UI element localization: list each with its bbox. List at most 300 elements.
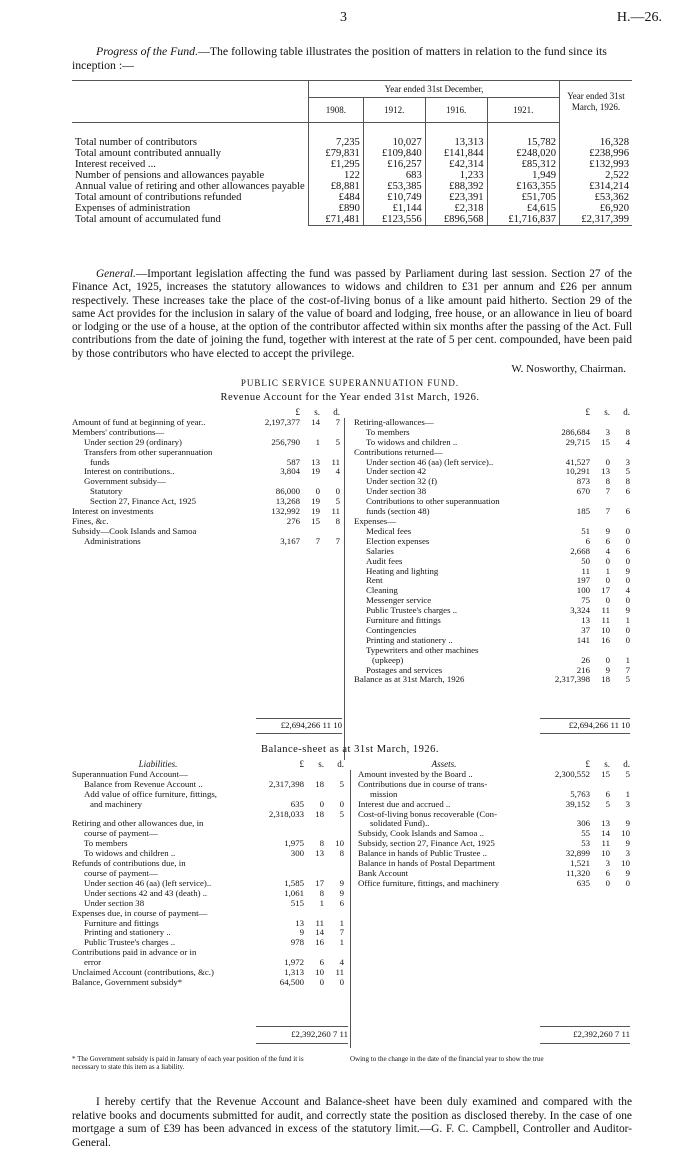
revenue-right-total: £2,694,266 11 10: [568, 720, 630, 730]
progress-cell: £2,318: [425, 203, 487, 214]
revenue-payment-row-amount: 8: [625, 426, 630, 437]
revenue-left-total: £2,694,266 11 10: [280, 720, 342, 730]
progress-cell: £8,881: [309, 181, 364, 192]
liability-row: [72, 849, 344, 859]
revenue-receipt-row-amount: 15: [311, 515, 320, 526]
revenue-receipt-row-amount: 5: [335, 436, 340, 447]
progress-cell: 16,328: [560, 137, 633, 148]
revenue-receipt-row-amount: 587: [286, 456, 300, 467]
liability-row-amount: 1: [319, 897, 324, 908]
asset-row-label: Bank Account: [358, 868, 409, 878]
liability-row-label: and machinery: [90, 799, 143, 809]
revenue-payment-row-amount: 17: [601, 585, 610, 596]
revenue-payment-row-label: To widows and children ..: [366, 437, 458, 447]
liability-row-amount: 1,585: [284, 877, 304, 888]
money-header: £ s. d.: [585, 407, 630, 417]
year-header: 1912.: [363, 98, 425, 123]
revenue-receipt-row: [72, 418, 340, 428]
progress-cell: £163,355: [487, 181, 559, 192]
liability-row: [72, 810, 344, 820]
asset-row-label: Subsidy, Cook Islands and Samoa ..: [358, 829, 485, 839]
document-reference: H.—26.: [616, 10, 662, 25]
revenue-payment-row-label: Medical fees: [366, 526, 412, 536]
revenue-payment-row-amount: 216: [576, 664, 590, 675]
revenue-payment-row-amount: 1: [605, 565, 610, 576]
asset-row-amount: 10: [621, 828, 630, 839]
revenue-payment-row-amount: 9: [625, 565, 630, 576]
revenue-payment-row-label: Public Trustee's charges ..: [366, 606, 458, 616]
liability-row-label: Contributions paid in advance or in: [72, 948, 197, 958]
revenue-payment-row: [354, 487, 630, 497]
liabilities-header-row: Liabilities. £ s. d.: [72, 760, 344, 770]
progress-cell: £248,020: [487, 148, 559, 159]
liability-row-label: Under sections 42 and 43 (death) ..: [84, 888, 208, 898]
balance-sheet-title: Balance-sheet as at 31st March, 1926.: [261, 744, 439, 755]
progress-cell: £896,568: [425, 214, 487, 226]
asset-row-label: Interest due and accrued ..: [358, 799, 451, 809]
liability-row-label: course of payment—: [84, 829, 158, 839]
last-year-header: Year ended 31st March, 1926.: [560, 81, 633, 123]
revenue-receipt-row-amount: 276: [286, 515, 300, 526]
asset-row-amount: 635: [576, 877, 590, 888]
revenue-payment-row-label: Balance as at 31st March, 1926: [354, 675, 465, 685]
liability-row-label: error: [84, 958, 102, 968]
revenue-payment-row-amount: 9: [605, 664, 610, 675]
asset-row-amount: 5: [625, 768, 630, 779]
liability-row-amount: 1,061: [284, 887, 304, 898]
revenue-receipt-row-amount: 7: [335, 416, 340, 427]
revenue-right-double-rule: [540, 733, 630, 734]
revenue-payment-row-amount: 0: [605, 575, 610, 586]
revenue-payment-row-amount: 670: [576, 486, 590, 497]
revenue-payment-row-amount: 4: [625, 436, 630, 447]
revenue-payment-row-amount: 41,527: [565, 456, 590, 467]
revenue-payment-row-amount: 3: [605, 426, 610, 437]
liability-row-amount: 1: [339, 937, 344, 948]
liability-row: [72, 859, 344, 869]
progress-cell: £6,920: [560, 203, 633, 214]
revenue-receipt-row: [72, 467, 340, 477]
progress-cell: £141,844: [425, 148, 487, 159]
liability-row-amount: 0: [339, 798, 344, 809]
assets-header-row: Assets. £ s. d.: [358, 760, 630, 770]
revenue-payment-row-amount: 5: [625, 674, 630, 685]
revenue-payment-row-label: Contingencies: [366, 625, 417, 635]
asset-row-amount: 2,300,552: [554, 768, 590, 779]
revenue-payment-row-label: Election expenses: [366, 536, 430, 546]
progress-row-label: Total amount of accumulated fund: [75, 214, 221, 226]
fund-title: PUBLIC SERVICE SUPERANNUATION FUND.: [240, 378, 460, 388]
asset-row-amount: 5,763: [570, 788, 590, 799]
liability-row: [72, 780, 344, 790]
revenue-payment-row-amount: 1: [625, 615, 630, 626]
liability-row-amount: 0: [339, 976, 344, 987]
liabilities-heading: Liabilities.: [138, 760, 178, 769]
liability-row-amount: 13: [295, 917, 304, 928]
revenue-receipt-row-amount: 7: [315, 535, 320, 546]
revenue-payment-row-amount: 0: [605, 595, 610, 606]
liability-row-label: To widows and children ..: [84, 849, 176, 859]
revenue-payment-row: [354, 507, 630, 517]
progress-row: [72, 181, 632, 192]
liability-row-amount: 8: [319, 887, 324, 898]
revenue-payment-row-amount: 3: [625, 456, 630, 467]
general-text: —Important legislation affecting the fund was passed by Parliament during last session. Section 27 of the Finance Act, 1925, increases the statutory allowances to widows and children to £31 per annum and £26 per annum respectively. These increases take the place of the cost-of-living bonus of a like amount paid hitherto. Section 29 of the same Act provides for the inclusion in salary of the value of board and lodging, free house, or an allowance in lieu of board or lodging or the use of a house, at the option of the contributor affected within six months after the passing of the Act. Full contributions from the date of joining the fund, together with interest at the rate of 5 per cent. compounded, have been paid by those contributors who have elected to accept the privilege.: [72, 268, 632, 360]
revenue-payment-row: [354, 557, 630, 567]
revenue-payment-row-amount: 2,668: [570, 545, 590, 556]
liability-row-amount: 17: [315, 877, 324, 888]
progress-cell: £53,385: [363, 181, 425, 192]
liability-row: [72, 978, 344, 988]
liability-row-label: Superannuation Fund Account—: [72, 769, 188, 779]
revenue-payment-row-amount: 3,324: [570, 605, 590, 616]
revenue-receipt-row-amount: 0: [335, 486, 340, 497]
general-heading: General.: [96, 268, 136, 280]
liability-row-amount: 635: [290, 798, 304, 809]
revenue-receipt-row-label: Amount of fund at beginning of year..: [72, 417, 206, 427]
progress-cell: £2,317,399: [560, 214, 633, 226]
asset-row-label: Balance in hands of Public Trustee ..: [358, 849, 488, 859]
progress-cell: 7,235: [309, 137, 364, 148]
revenue-payment-row-label: To members: [366, 427, 410, 437]
revenue-payment-row-label: Under section 38: [366, 487, 427, 497]
asset-row: [358, 770, 630, 780]
progress-cell: £10,749: [363, 192, 425, 203]
asset-row-label: Balance in hands of Postal Department: [358, 859, 496, 869]
liability-row: [72, 819, 344, 829]
liability-row-amount: 13: [315, 848, 324, 859]
intro-paragraph: [72, 44, 632, 72]
page-number: 3: [340, 10, 347, 25]
asset-row-amount: 3: [605, 858, 610, 869]
liability-row-amount: 0: [319, 798, 324, 809]
year-header: 1916.: [425, 98, 487, 123]
revenue-left-column: [72, 408, 340, 547]
revenue-receipt-row-amount: 8: [335, 515, 340, 526]
asset-row-amount: 0: [625, 877, 630, 888]
revenue-payment-row-amount: 0: [605, 555, 610, 566]
revenue-payment-row-amount: 7: [625, 664, 630, 675]
revenue-payment-row-amount: 8: [625, 476, 630, 487]
asset-row: [358, 879, 630, 889]
revenue-receipt-row: [72, 438, 340, 448]
revenue-payment-row-amount: 286,684: [561, 426, 590, 437]
revenue-payment-row-amount: 6: [625, 486, 630, 497]
revenue-receipt-row-label: Members' contributions—: [72, 427, 165, 437]
revenue-receipt-row-amount: 11: [331, 506, 340, 517]
revenue-payment-row-amount: 10,291: [565, 466, 590, 477]
progress-row: [72, 192, 632, 203]
progress-cell: £79,831: [309, 148, 364, 159]
assets-heading: Assets.: [431, 760, 457, 769]
revenue-payment-row-amount: 11: [601, 605, 610, 616]
revenue-payment-row-label: Contributions to other superannuation: [366, 497, 500, 507]
asset-row-label: Cost-of-living bonus recoverable (Con-: [358, 809, 498, 819]
balance-right-total-rule: [540, 1026, 630, 1027]
progress-cell: £1,716,837: [487, 214, 559, 226]
asset-row-label: mission: [370, 789, 398, 799]
liability-row: [72, 938, 344, 948]
progress-cell: £53,362: [560, 192, 633, 203]
revenue-account-title: Revenue Account for the Year ended 31st March, 1926.: [220, 392, 480, 403]
revenue-receipt-row-label: Interest on investments: [72, 507, 154, 517]
progress-row-label: Total amount contributed annually: [75, 148, 222, 159]
liability-row-amount: 8: [319, 838, 324, 849]
revenue-payment-row: [354, 438, 630, 448]
revenue-payment-row-amount: 0: [605, 654, 610, 665]
progress-cell: £23,391: [425, 192, 487, 203]
asset-row-amount: 53: [581, 838, 590, 849]
progress-cell: £71,481: [309, 214, 364, 226]
asset-row-amount: 14: [601, 828, 610, 839]
revenue-payment-row-amount: 9: [625, 605, 630, 616]
revenue-receipt-row: [72, 517, 340, 527]
liability-row-amount: 5: [339, 778, 344, 789]
asset-row-amount: 306: [576, 818, 590, 829]
revenue-receipt-row-label: Transfers from other superannuation: [84, 447, 213, 457]
liability-row-amount: 10: [335, 838, 344, 849]
revenue-payment-row-amount: 0: [625, 575, 630, 586]
progress-row: [72, 203, 632, 214]
asset-row-amount: 11: [601, 838, 610, 849]
revenue-payment-row-amount: 11: [581, 565, 590, 576]
liability-row-amount: 2,317,398: [268, 778, 304, 789]
liability-row-amount: 9: [339, 887, 344, 898]
liability-row-amount: 16: [315, 937, 324, 948]
year-header: 1908.: [309, 98, 364, 123]
liabilities-column: [72, 760, 344, 988]
revenue-payment-row-label: Under section 42: [366, 467, 427, 477]
liability-row-label: Under section 38: [84, 898, 145, 908]
liability-row-amount: 300: [290, 848, 304, 859]
footnote-left: * The Government subsidy is paid in January of each year position of the fund it is necessary to state this item as a liability.: [72, 1055, 304, 1071]
liability-row-amount: 11: [315, 917, 324, 928]
revenue-payment-row-amount: 0: [625, 535, 630, 546]
liability-row-amount: 0: [319, 976, 324, 987]
revenue-payment-row-amount: 9: [605, 525, 610, 536]
liability-row-amount: 2,318,033: [268, 808, 304, 819]
revenue-payment-row: [354, 675, 630, 685]
asset-row-amount: 10: [601, 848, 610, 859]
revenue-payment-row-amount: 4: [625, 585, 630, 596]
balance-left-total: £2,392,260 7 11: [291, 1029, 348, 1039]
revenue-receipt-row-amount: 13: [311, 456, 320, 467]
asset-row-amount: 9: [625, 838, 630, 849]
liability-row-amount: 64,500: [279, 976, 304, 987]
progress-row-label: Interest received ...: [75, 159, 156, 170]
liability-row-label: Balance from Revenue Account ..: [84, 779, 203, 789]
asset-row-amount: 32,899: [565, 848, 590, 859]
revenue-receipt-row-amount: 13,268: [275, 496, 300, 507]
revenue-receipt-row-label: Section 27, Finance Act, 1925: [90, 497, 197, 507]
liability-row-label: Balance, Government subsidy*: [72, 977, 183, 987]
asset-row-amount: 6: [605, 867, 610, 878]
liability-row-amount: 11: [335, 967, 344, 978]
revenue-receipt-row-amount: 19: [311, 466, 320, 477]
group-header: Year ended 31st December,: [309, 81, 560, 98]
revenue-payment-row-label: Typewriters and other machines: [366, 645, 479, 655]
liability-row-label: Printing and stationery ..: [84, 928, 171, 938]
asset-row-label: solidated Fund)..: [370, 819, 430, 829]
revenue-receipt-row-amount: 0: [315, 486, 320, 497]
revenue-payment-row: [354, 636, 630, 646]
revenue-receipt-row-amount: 5: [335, 496, 340, 507]
revenue-receipt-row-amount: 19: [311, 506, 320, 517]
revenue-left-double-rule: [256, 733, 342, 734]
revenue-payment-row-amount: 11: [601, 615, 610, 626]
progress-cell: 122: [309, 170, 364, 181]
progress-cell: 13,313: [425, 137, 487, 148]
balance-divider: [350, 770, 351, 1048]
progress-cell: £51,705: [487, 192, 559, 203]
asset-row: [358, 800, 630, 810]
asset-row-amount: 9: [625, 867, 630, 878]
liability-row-label: Refunds of contributions due, in: [72, 859, 186, 869]
progress-cell: 2,522: [560, 170, 633, 181]
revenue-receipt-row-amount: 11: [331, 456, 340, 467]
liability-row-amount: 5: [339, 808, 344, 819]
asset-row-amount: 15: [601, 768, 610, 779]
revenue-payment-row-amount: 0: [625, 624, 630, 635]
asset-row-amount: 39,152: [565, 798, 590, 809]
asset-row-label: Amount invested by the Board ..: [358, 769, 473, 779]
progress-cell: 10,027: [363, 137, 425, 148]
revenue-payment-row-amount: 13: [581, 615, 590, 626]
liability-row-amount: 9: [299, 927, 304, 938]
liability-row-label: Expenses due, in course of payment—: [72, 908, 208, 918]
revenue-payment-row-label: Rent: [366, 576, 383, 586]
revenue-payment-row-amount: 185: [576, 506, 590, 517]
revenue-payment-row-amount: 29,715: [565, 436, 590, 447]
revenue-payment-row-label: Heating and lighting: [366, 566, 439, 576]
asset-row-amount: 1: [625, 788, 630, 799]
revenue-receipt-row-amount: 2,197,377: [264, 416, 300, 427]
revenue-receipt-row-label: Government subsidy—: [84, 477, 166, 487]
revenue-receipt-row-amount: 7: [335, 535, 340, 546]
liability-row-amount: 10: [315, 967, 324, 978]
liability-row-label: Public Trustee's charges ..: [84, 938, 176, 948]
intro-text: —The following table illustrates the position of matters in relation to the fund since its inception :—: [72, 44, 607, 72]
revenue-payment-row-label: Audit fees: [366, 556, 403, 566]
progress-cell: 1,949: [487, 170, 559, 181]
revenue-receipt-row-amount: 132,992: [271, 506, 300, 517]
liability-row-label: Retiring and other allowances due, in: [72, 819, 204, 829]
asset-row-label: Subsidy, section 27, Finance Act, 1925: [358, 839, 495, 849]
progress-row: [72, 214, 632, 226]
revenue-receipt-row-amount: 3,167: [280, 535, 300, 546]
revenue-right-column: [354, 408, 630, 685]
revenue-payment-row-amount: 37: [581, 624, 590, 635]
revenue-receipt-row-amount: 1: [315, 436, 320, 447]
revenue-receipt-row-amount: 256,790: [271, 436, 300, 447]
revenue-receipt-row-label: Subsidy—Cook Islands and Samoa: [72, 526, 197, 536]
revenue-payment-row-amount: 1: [625, 654, 630, 665]
asset-row-label: Contributions due in course of trans-: [358, 779, 488, 789]
balance-left-double-rule: [256, 1043, 348, 1044]
revenue-payment-row-label: (upkeep): [372, 655, 404, 665]
liability-row-amount: 18: [315, 808, 324, 819]
revenue-payment-row-amount: 50: [581, 555, 590, 566]
liability-row-label: Under section 46 (aa) (left service)..: [84, 878, 212, 888]
revenue-receipt-row: [72, 537, 340, 547]
asset-row-amount: 5: [605, 798, 610, 809]
progress-row: [72, 148, 632, 159]
revenue-receipt-row-label: Statutory: [90, 487, 123, 497]
revenue-payment-row-amount: 0: [625, 634, 630, 645]
revenue-payment-row-label: Under section 46 (aa) (left service)..: [366, 457, 494, 467]
revenue-payment-row-amount: 4: [605, 545, 610, 556]
progress-cell: £238,996: [560, 148, 633, 159]
revenue-payment-row-amount: 873: [576, 476, 590, 487]
revenue-payment-row-amount: 7: [605, 486, 610, 497]
liability-row-amount: 9: [339, 877, 344, 888]
liability-row-amount: 515: [290, 897, 304, 908]
progress-cell: £88,392: [425, 181, 487, 192]
revenue-payment-row-label: Cleaning: [366, 586, 398, 596]
liability-row-amount: 18: [315, 778, 324, 789]
revenue-payment-row-amount: 0: [605, 456, 610, 467]
liability-row-amount: 1,313: [284, 967, 304, 978]
revenue-payment-row-amount: 75: [581, 595, 590, 606]
revenue-receipt-row-amount: 14: [311, 416, 320, 427]
revenue-payment-row-label: Under section 32 (f): [366, 477, 438, 487]
liability-row-amount: 8: [339, 848, 344, 859]
progress-cell: £123,556: [363, 214, 425, 226]
liability-row-label: Add value of office furniture, fittings,: [84, 789, 217, 799]
revenue-payment-row-label: Contributions returned—: [354, 447, 443, 457]
revenue-payment-row-amount: 16: [601, 634, 610, 645]
progress-table: [72, 80, 632, 226]
asset-row-amount: 55: [581, 828, 590, 839]
revenue-receipt-row-label: Under section 29 (ordinary): [84, 437, 182, 447]
revenue-payment-row-label: Printing and stationery ..: [366, 635, 453, 645]
progress-cell: £1,144: [363, 203, 425, 214]
revenue-payment-row-label: Messenger service: [366, 596, 432, 606]
revenue-payment-row-amount: 6: [605, 535, 610, 546]
revenue-payment-row-amount: 0: [625, 525, 630, 536]
progress-cell: £484: [309, 192, 364, 203]
revenue-payment-row-amount: 6: [585, 535, 590, 546]
revenue-payment-row-amount: 2,317,398: [554, 674, 590, 685]
asset-row-amount: 10: [621, 858, 630, 869]
revenue-payment-row-amount: 6: [625, 506, 630, 517]
liability-row-amount: 7: [339, 927, 344, 938]
assets-column: [358, 760, 630, 889]
progress-cell: £314,214: [560, 181, 633, 192]
intro-heading: Progress of the Fund.: [96, 44, 199, 58]
revenue-receipt-row-label: Fines, &c.: [72, 516, 109, 526]
revenue-payment-row-label: Postages and services: [366, 665, 443, 675]
progress-cell: 15,782: [487, 137, 559, 148]
progress-cell: 1,233: [425, 170, 487, 181]
auditor-certificate: I hereby certify that the Revenue Account and Balance-sheet have been duly examined and compared with the relative books and documents submitted for audit, and correctly state the position as disclosed thereby. In the case of one mortgage a sum of £39 has been advanced in excess of the statutory limit.—G. F. C. Campbell, Controller and Auditor-General.: [72, 1096, 632, 1149]
footnote-right: Owing to the change in the date of the financial year to show the true: [350, 1055, 544, 1063]
progress-cell: £4,615: [487, 203, 559, 214]
progress-row-label: Annual value of retiring and other allowances payable: [75, 181, 305, 192]
progress-row: [72, 159, 632, 170]
revenue-payment-row-amount: 5: [625, 466, 630, 477]
revenue-payment-row-label: Retiring-allowances—: [354, 417, 434, 427]
progress-cell: 683: [363, 170, 425, 181]
revenue-payment-row-amount: 15: [601, 436, 610, 447]
asset-row-amount: 11,320: [566, 867, 590, 878]
liability-row: [72, 899, 344, 909]
liability-row-label: To members: [84, 839, 128, 849]
general-paragraph: [72, 268, 632, 361]
progress-row: [72, 170, 632, 181]
liability-row-amount: 6: [339, 897, 344, 908]
liability-row-amount: 4: [339, 957, 344, 968]
